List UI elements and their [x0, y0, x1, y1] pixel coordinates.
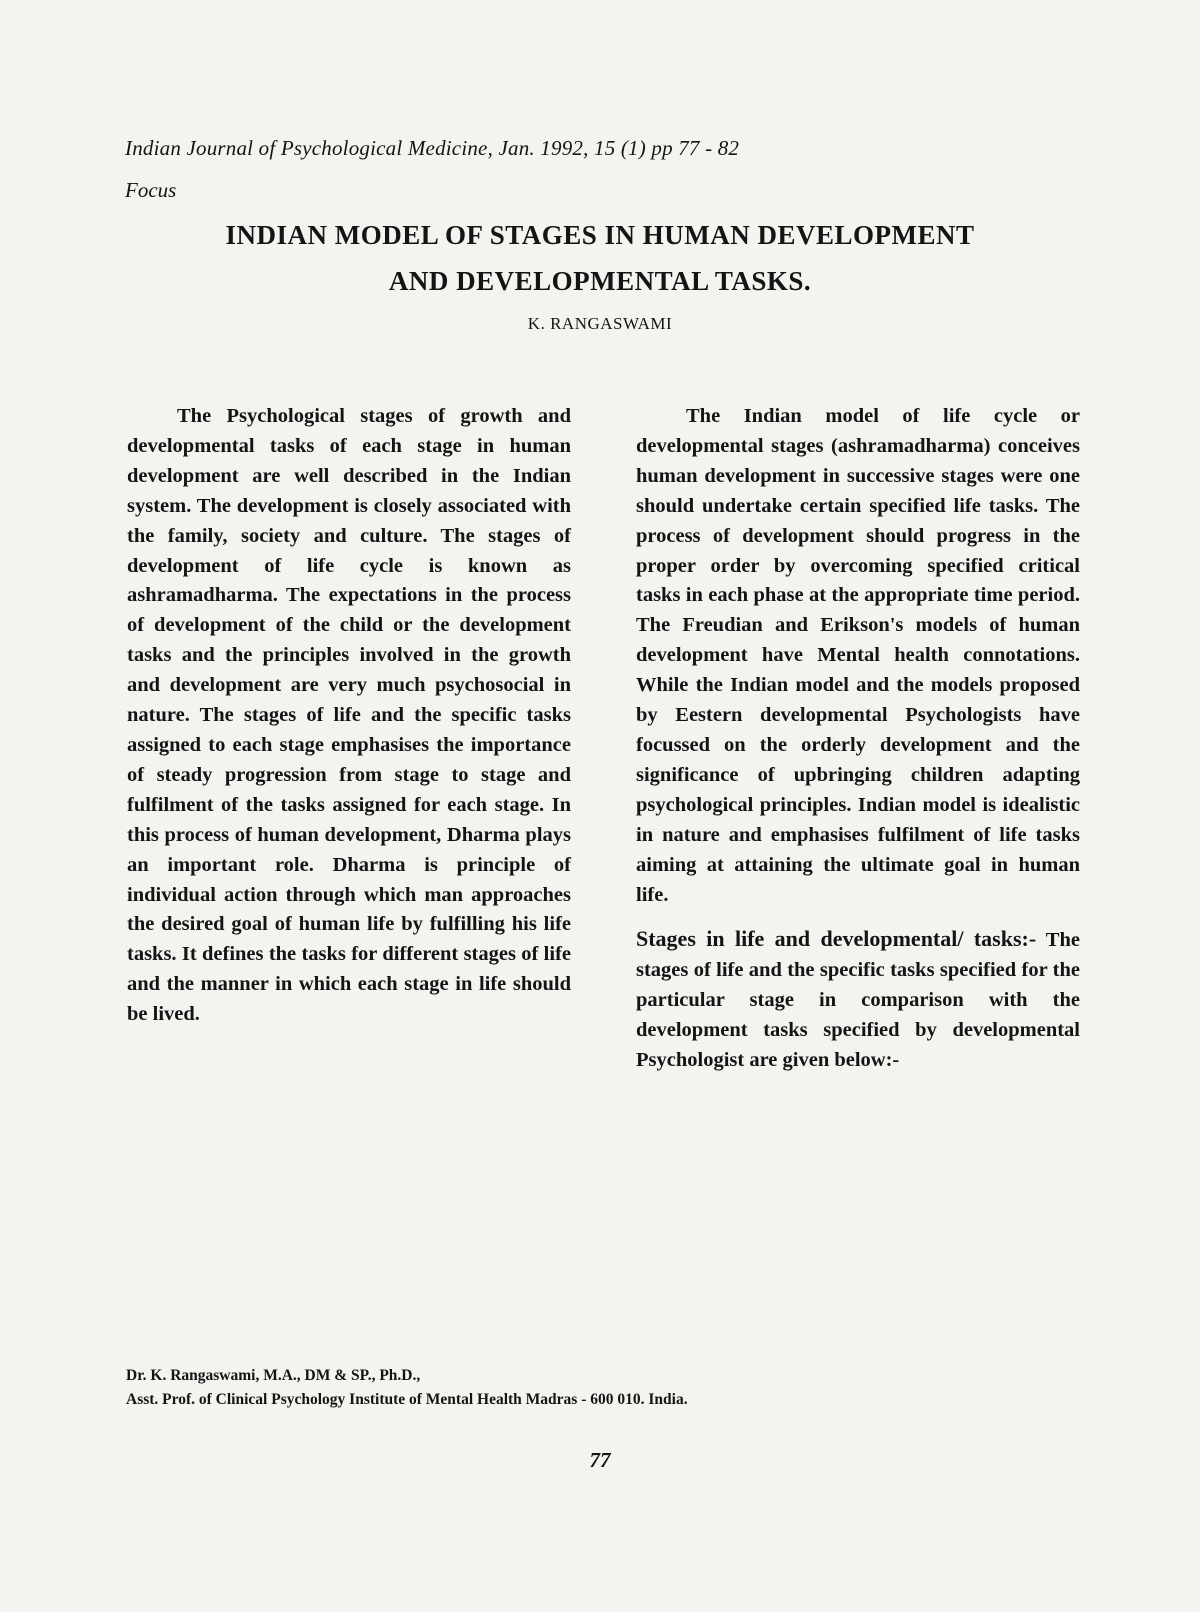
footnote-line1: Dr. K. Rangaswami, M.A., DM & SP., Ph.D., — [126, 1367, 421, 1384]
article-title-line1: INDIAN MODEL OF STAGES IN HUMAN DEVELOPMENT — [225, 220, 975, 250]
subsection-text: The stages of life and the specific tasks specified for the particular stage in comparison with the development tasks specified by developmental Psychologist are given below:- — [636, 929, 1080, 1072]
subsection — [636, 924, 1080, 1076]
page-number: 77 — [589, 1448, 611, 1472]
author-footnote — [126, 1364, 688, 1412]
subsection-heading: Stages in life and developmental/ tasks:- — [636, 926, 1037, 952]
journal-citation: Indian Journal of Psychological Medicine, Jan. 1992, 15 (1) pp 77 - 82 — [125, 136, 740, 160]
footnote-line2: Asst. Prof. of Clinical Psychology Institute of Mental Health Madras - 600 010. India. — [126, 1391, 688, 1408]
article-author: K. RANGASWAMI — [527, 314, 673, 333]
left-column — [127, 402, 571, 1030]
article-title-line2: AND DEVELOPMENTAL TASKS. — [388, 266, 812, 296]
section-label: Focus — [125, 178, 177, 202]
left-paragraph: The Psychological stages of growth and developmental tasks of each stage in human development are well described in the Indian system. The development is closely associated with the family, society and culture. The stages of development of life cycle is known as ashramadharma. The expectations in the process of development of the child or the development tasks and the principles involved in the growth and development are very much psychosocial in nature. The stages of life and the specific tasks assigned to each stage emphasises the importance of steady progression from stage to stage and fulfilment of the tasks assigned for each stage. In this process of human development, Dharma plays an important role. Dharma is principle of individual action through which man approaches the desired goal of human life by fulfilling his life tasks. It defines the tasks for different stages of life and the manner in which each stage in life should be lived. — [127, 405, 571, 1026]
right-paragraph: The Indian model of life cycle or developmental stages (ashramadharma) conceives human development in successive stages were one should undertake certain specified life tasks. The process of development should progress in the proper order by overcoming specified critical tasks in each phase at the appropriate time period. The Freudian and Erikson's models of human development have Mental health connotations. While the Indian model and the models proposed by Eestern developmental Psychologists have focussed on the orderly development and the significance of upbringing children adapting psychological principles. Indian model is idealistic in nature and emphasises fulfilment of life tasks aiming at attaining the ultimate goal in human life. — [636, 405, 1080, 906]
right-column — [636, 402, 1080, 1076]
